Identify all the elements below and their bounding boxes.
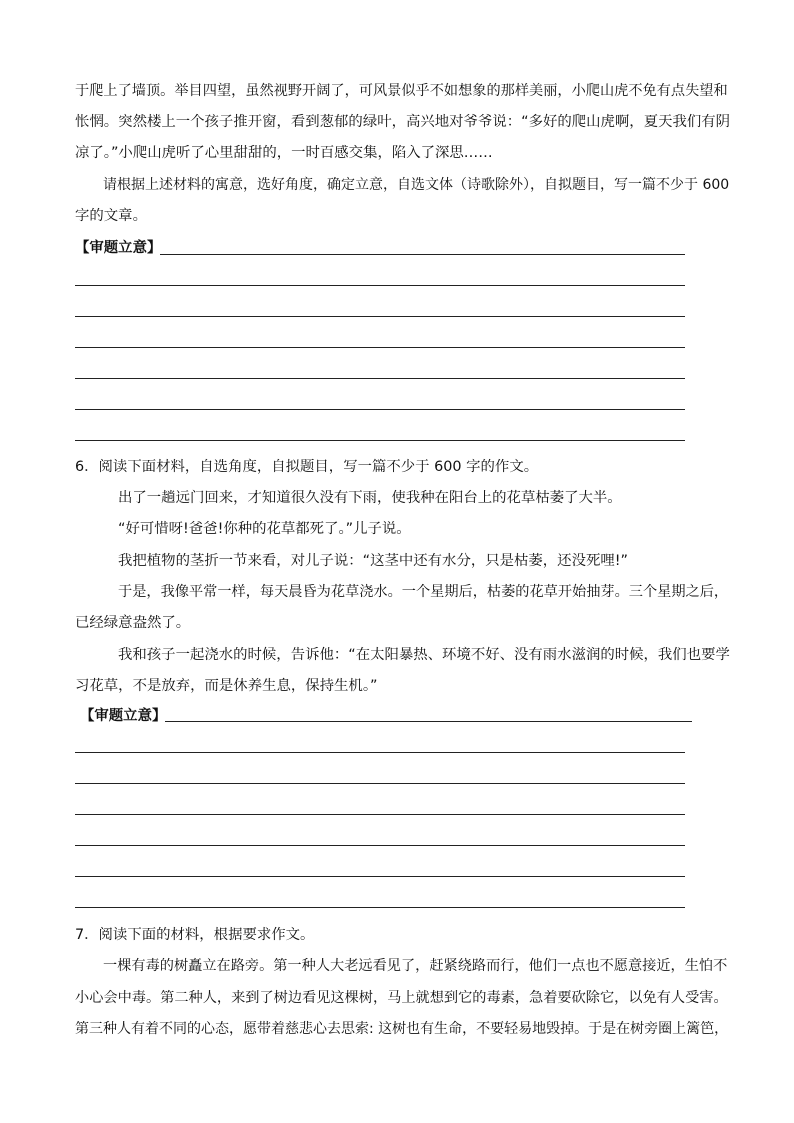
- section5-answer-line-2[interactable]: [75, 285, 685, 286]
- section5-line-4: 请根据上述材料的寓意，选好角度，确定立意，自选文体（诗歌除外），自拟题目，写一篇不少于 600: [103, 177, 730, 193]
- section6-answer-line-7[interactable]: [75, 907, 685, 908]
- section5-answer-line-1[interactable]: [160, 254, 685, 255]
- section7-line-2: 小心会中毒。第二种人，来到了树边看见这棵树，马上就想到它的毒素，急着要砍除它，以免有人受害。: [75, 990, 728, 1006]
- section6-prompt: 6．阅读下面材料，自选角度，自拟题目，写一篇不少于 600 字的作文。: [75, 459, 539, 475]
- section6-answer-line-6[interactable]: [75, 876, 685, 877]
- section6-analysis-label: 【审题立意】: [80, 708, 167, 724]
- section5-answer-line-5[interactable]: [75, 378, 685, 379]
- section5-answer-line-4[interactable]: [75, 347, 685, 348]
- section6-line-4: 于是，我像平常一样，每天晨昏为花草浇水。一个星期后，枯萎的花草开始抽芽。三个星期之后，: [118, 584, 729, 600]
- section5-line-2: 怅惘。突然楼上一个孩子推开窗，看到葱郁的绿叶，高兴地对爷爷说：“多好的爬山虎啊，夏天我们有阴: [75, 114, 731, 130]
- section6-line-1: 出了一趟远门回来，才知道很久没有下雨，使我种在阳台上的花草枯萎了大半。: [118, 490, 622, 506]
- section5-answer-line-3[interactable]: [75, 316, 685, 317]
- section7-line-1: 一棵有毒的树矗立在路旁。第一种人大老远看见了，赶紧绕路而行，他们一点也不愿意接近，生怕不: [103, 958, 728, 974]
- section5-analysis-label: 【审题立意】: [75, 240, 162, 256]
- section5-answer-line-6[interactable]: [75, 409, 685, 410]
- section7-line-3: 第三种人有着不同的心态，愿带着慈悲心去思索: 这树也有生命，不要轻易地毁掉。于是在树旁圈上篱笆，: [75, 1021, 729, 1037]
- section7-prompt: 7．阅读下面的材料，根据要求作文。: [75, 927, 315, 943]
- section6-line-3: 我把植物的茎折一节来看，对儿子说：“这茎中还有水分，只是枯萎，还没死哩!”: [118, 553, 628, 569]
- section6-answer-line-5[interactable]: [75, 845, 685, 846]
- section5-line-5: 字的文章。: [75, 208, 147, 224]
- section6-line-7: 习花草，不是放弃，而是休养生息，保持生机。”: [75, 678, 378, 694]
- section6-answer-line-1[interactable]: [165, 721, 692, 722]
- section5-line-3: 凉了。”小爬山虎听了心里甜甜的，一时百感交集，陷入了深思……: [75, 145, 493, 161]
- section5-answer-line-7[interactable]: [75, 440, 685, 441]
- section5-line-1: 于爬上了墙顶。举目四望，虽然视野开阔了，可风景似乎不如想象的那样美丽，小爬山虎不免有点失望和: [75, 83, 728, 99]
- section6-answer-line-3[interactable]: [75, 783, 685, 784]
- section6-answer-line-2[interactable]: [75, 752, 685, 753]
- section6-answer-line-4[interactable]: [75, 814, 685, 815]
- section6-line-2: “好可惜呀!爸爸!你种的花草都死了。”儿子说。: [118, 521, 411, 537]
- section6-line-6: 我和孩子一起浇水的时候，告诉他：“在太阳暴热、环境不好、没有雨水滋润的时候，我们也要学: [118, 647, 730, 663]
- section6-line-5: 已经绿意盎然了。: [75, 615, 191, 631]
